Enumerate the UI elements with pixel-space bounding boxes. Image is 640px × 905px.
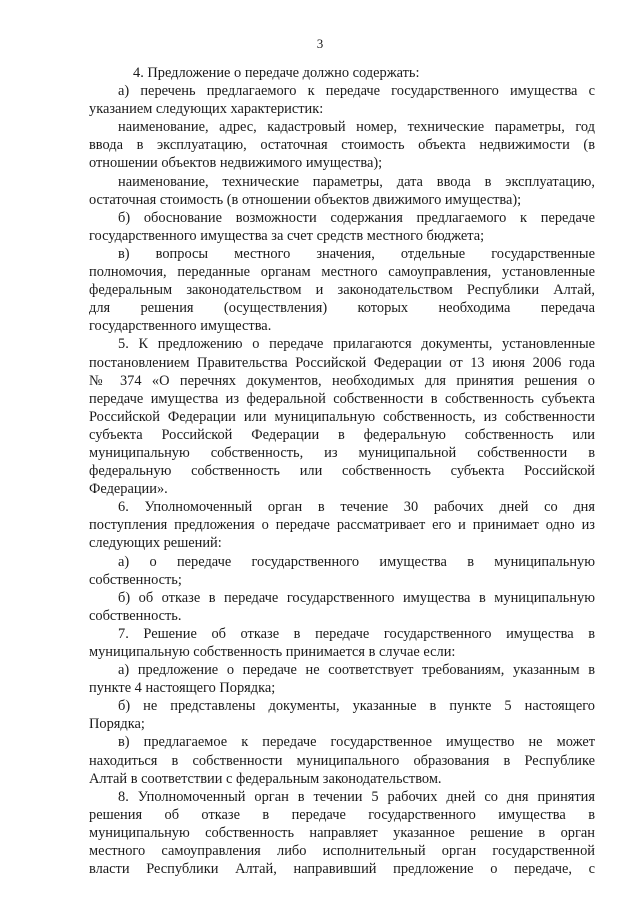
text-line: а) о передаче государственного имущества в муниципальную xyxy=(118,553,595,570)
paragraph xyxy=(89,335,595,498)
text-line: решения об отказе в передаче государственного имущества в xyxy=(89,806,595,823)
text-line: Федерации». xyxy=(89,481,168,498)
paragraph xyxy=(89,697,595,733)
paragraph xyxy=(89,733,595,787)
paragraph xyxy=(89,64,595,82)
text-line: наименование, адрес, кадастровый номер, технические параметры, год xyxy=(118,119,595,136)
text-line: собственность; xyxy=(89,571,182,588)
paragraph xyxy=(89,209,595,245)
text-line: наименование, технические параметры, дата ввода в эксплуатацию, xyxy=(118,173,595,190)
paragraph xyxy=(89,173,595,209)
text-line: 4. Предложение о передаче должно содержать: xyxy=(133,65,420,81)
text-line: постановлением Правительства Российской Федерации от 13 июня 2006 года xyxy=(89,354,595,371)
text-line: Российской Федерации или муниципальную собственность, из собственности xyxy=(89,408,595,425)
text-line: 6. Уполномоченный орган в течение 30 рабочих дней со дня xyxy=(118,499,595,516)
text-line: федеральным законодательством и законодательством Республики Алтай, xyxy=(89,282,595,299)
text-line: 5. К предложению о передаче прилагаются документы, установленные xyxy=(118,336,595,353)
text-line: власти Республики Алтай, направивший предложение о передаче, с xyxy=(89,861,595,878)
text-line: 8. Уполномоченный орган в течении 5 рабочих дней со дня принятия xyxy=(118,788,595,805)
text-line: б) не представлены документы, указанные в пункте 5 настоящего xyxy=(118,698,595,715)
page-number: 3 xyxy=(316,36,324,51)
text-line: а) перечень предлагаемого к передаче государственного имущества с xyxy=(118,83,595,100)
text-line: 7. Решение об отказе в передаче государственного имущества в xyxy=(118,625,595,642)
text-line: субъекта Российской Федерации в федеральную собственность или xyxy=(89,426,595,443)
paragraph xyxy=(89,245,595,335)
text-line: б) об отказе в передаче государственного имущества в муниципальную xyxy=(118,589,595,606)
text-line: а) предложение о передаче не соответствует требованиям, указанным в xyxy=(118,662,595,679)
text-line: следующих решений: xyxy=(89,535,222,552)
paragraph xyxy=(89,788,595,878)
text-line: находиться в собственности муниципального образования в Республике xyxy=(89,752,595,769)
text-line: муниципальную собственность, из муниципальной собственности в xyxy=(89,444,595,461)
paragraph xyxy=(89,625,595,661)
text-line: государственного имущества. xyxy=(89,318,272,335)
paragraph xyxy=(89,589,595,625)
text-line: передаче имущества из федеральной собственности в собственность субъекта xyxy=(89,390,595,407)
text-line: собственность. xyxy=(89,607,182,624)
paragraph xyxy=(89,82,595,118)
text-line: пункте 4 настоящего Порядка; xyxy=(89,680,276,697)
text-line: федеральную собственность или собственность субъекта Российской xyxy=(89,463,595,480)
document-body xyxy=(89,64,595,878)
text-line: в) вопросы местного значения, отдельные государственные xyxy=(118,245,595,262)
text-line: государственного имущества за счет средств местного бюджета; xyxy=(89,227,485,244)
paragraph xyxy=(89,118,595,172)
text-line: Алтай в соответствии с федеральным законодательством. xyxy=(89,770,442,787)
text-line: муниципальную собственность принимается в случае если: xyxy=(89,644,456,660)
text-line: муниципальную собственность направляет указанное решение в орган xyxy=(89,824,595,841)
text-line: в) предлагаемое к передаче государственное имущество не может xyxy=(118,734,595,751)
text-line: для решения (осуществления) которых необходима передача xyxy=(89,300,595,317)
text-line: указанием следующих характеристик: xyxy=(89,101,324,118)
text-line: поступления предложения о передаче рассматривает его и принимает одно из xyxy=(89,517,595,534)
paragraph xyxy=(89,553,595,589)
paragraph xyxy=(89,661,595,697)
text-line: отношении объектов недвижимого имущества); xyxy=(89,155,383,172)
paragraph xyxy=(89,498,595,552)
text-line: местного самоуправления либо исполнительный орган государственной xyxy=(89,843,595,860)
text-line: полномочия, переданные органам местного самоуправления, установленные xyxy=(89,264,595,281)
text-line: б) обоснование возможности содержания предлагаемого к передаче xyxy=(118,209,595,226)
text-line: № 374 «О перечнях документов, необходимых для принятия решения о xyxy=(89,372,595,389)
text-line: Порядка; xyxy=(89,716,145,733)
text-line: ввода в эксплуатацию, остаточная стоимость объекта недвижимости (в xyxy=(89,137,595,154)
text-line: остаточная стоимость (в отношении объектов движимого имущества); xyxy=(89,191,522,208)
